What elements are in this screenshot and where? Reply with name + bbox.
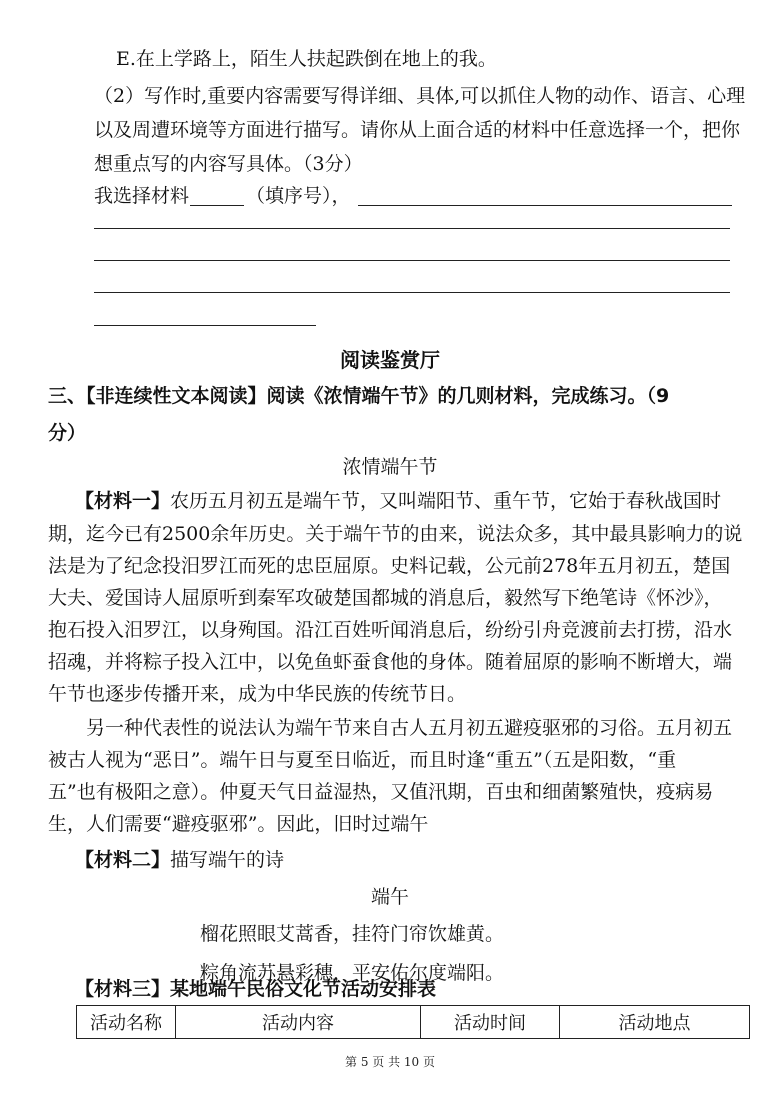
page-footer: 第 5 页 共 10 页 — [345, 1055, 435, 1069]
material-1-line-3: 法是为了纪念投汨罗江而死的忠臣屈原。史料记载，公元前278年五月初五，楚国 — [48, 555, 731, 577]
material-1-first-line — [75, 489, 721, 513]
material-1-line-4: 大夫、爱国诗人屈原听到秦军攻破楚国都城的消息后，毅然写下绝笔诗《怀沙》， — [48, 587, 723, 609]
answer-blank-5[interactable] — [94, 325, 316, 326]
activity-schedule-table — [76, 1005, 750, 1039]
poem-title: 端午 — [370, 886, 409, 908]
choose-material-prefix: 我选择材料 — [94, 185, 190, 207]
material-2-desc: 描写端午的诗 — [170, 849, 285, 871]
question-3-line-2: 分） — [48, 422, 87, 444]
material-1-p2-line-3: 五”也有极阳之意）。仲夏天气日益湿热，又值汛期，百虫和细菌繁殖快，疫病易 — [48, 781, 714, 803]
answer-blank-4[interactable] — [94, 292, 730, 293]
material-1-label: 【材料一】 — [75, 490, 171, 512]
option-e: E.在上学路上，陌生人扶起跌倒在地上的我。 — [116, 48, 497, 70]
material-1-p2-line-4: 生，人们需要“避疫驱邪”。因此，旧时过端午 — [48, 813, 429, 835]
material-number-blank[interactable] — [190, 205, 244, 206]
section-title: 阅读鉴赏厅 — [340, 348, 440, 372]
material-3-line — [75, 977, 436, 1001]
material-3-label: 【材料三】 — [75, 978, 171, 1000]
table-header-cell: 活动时间 — [421, 1006, 560, 1039]
material-1-line-7: 午节也逐步传播开来，成为中华民族的传统节日。 — [48, 683, 467, 705]
material-2-line — [75, 848, 284, 872]
poem-line-2: 粽角流苏悬彩穗，平安佑尔度端阳。 — [200, 962, 505, 984]
table-header-cell: 活动地点 — [560, 1006, 750, 1039]
material-1-line-5: 抱石投入汨罗江，以身殉国。沿江百姓听闻消息后，纷纷引舟竞渡前去打捞，沿水 — [48, 619, 733, 641]
material-3-desc: 某地端午民俗文化节活动安排表 — [170, 978, 437, 1000]
material-1-line-2: 期，迄今已有2500余年历史。关于端午节的由来，说法众多，其中最具影响力的说 — [48, 523, 743, 545]
question-2-line-2: 以及周遭环境等方面进行描写。请你从上面合适的材料中任意选择一个，把你 — [94, 119, 741, 141]
material-1-line-6: 招魂，并将粽子投入江中，以免鱼虾蚕食他的身体。随着屈原的影响不断增大，端 — [48, 651, 733, 673]
material-2-label: 【材料二】 — [75, 849, 171, 871]
table-header-cell: 活动内容 — [176, 1006, 421, 1039]
poem-line-1: 榴花照眼艾蒿香，挂符门帘饮雄黄。 — [200, 923, 505, 945]
answer-blank-1[interactable] — [358, 205, 732, 206]
question-2-line-3: 想重点写的内容写具体。（3分） — [94, 153, 363, 175]
material-1-text: 农历五月初五是端午节，又叫端阳节、重午节，它始于春秋战国时 — [170, 490, 722, 512]
question-2-line-1: （2）写作时,重要内容需要写得详细、具体,可以抓住人物的动作、语言、心理 — [94, 85, 746, 107]
material-1-p2-line-2: 被古人视为“恶日”。端午日与夏至日临近，而且时逢“重五”（五是阳数，“重 — [48, 749, 677, 771]
choose-material-suffix: （填序号）， — [246, 185, 351, 207]
material-1-p2-line-1: 另一种代表性的说法认为端午节来自古人五月初五避疫驱邪的习俗。五月初五 — [86, 717, 733, 739]
question-3-line-1: 三、【非连续性文本阅读】阅读《浓情端午节》的几则材料，完成练习。（9 — [48, 385, 670, 407]
table-header-cell: 活动名称 — [77, 1006, 176, 1039]
table-header-row — [77, 1006, 750, 1039]
answer-blank-3[interactable] — [94, 260, 730, 261]
article-title: 浓情端午节 — [342, 456, 438, 478]
answer-blank-2[interactable] — [94, 228, 730, 229]
